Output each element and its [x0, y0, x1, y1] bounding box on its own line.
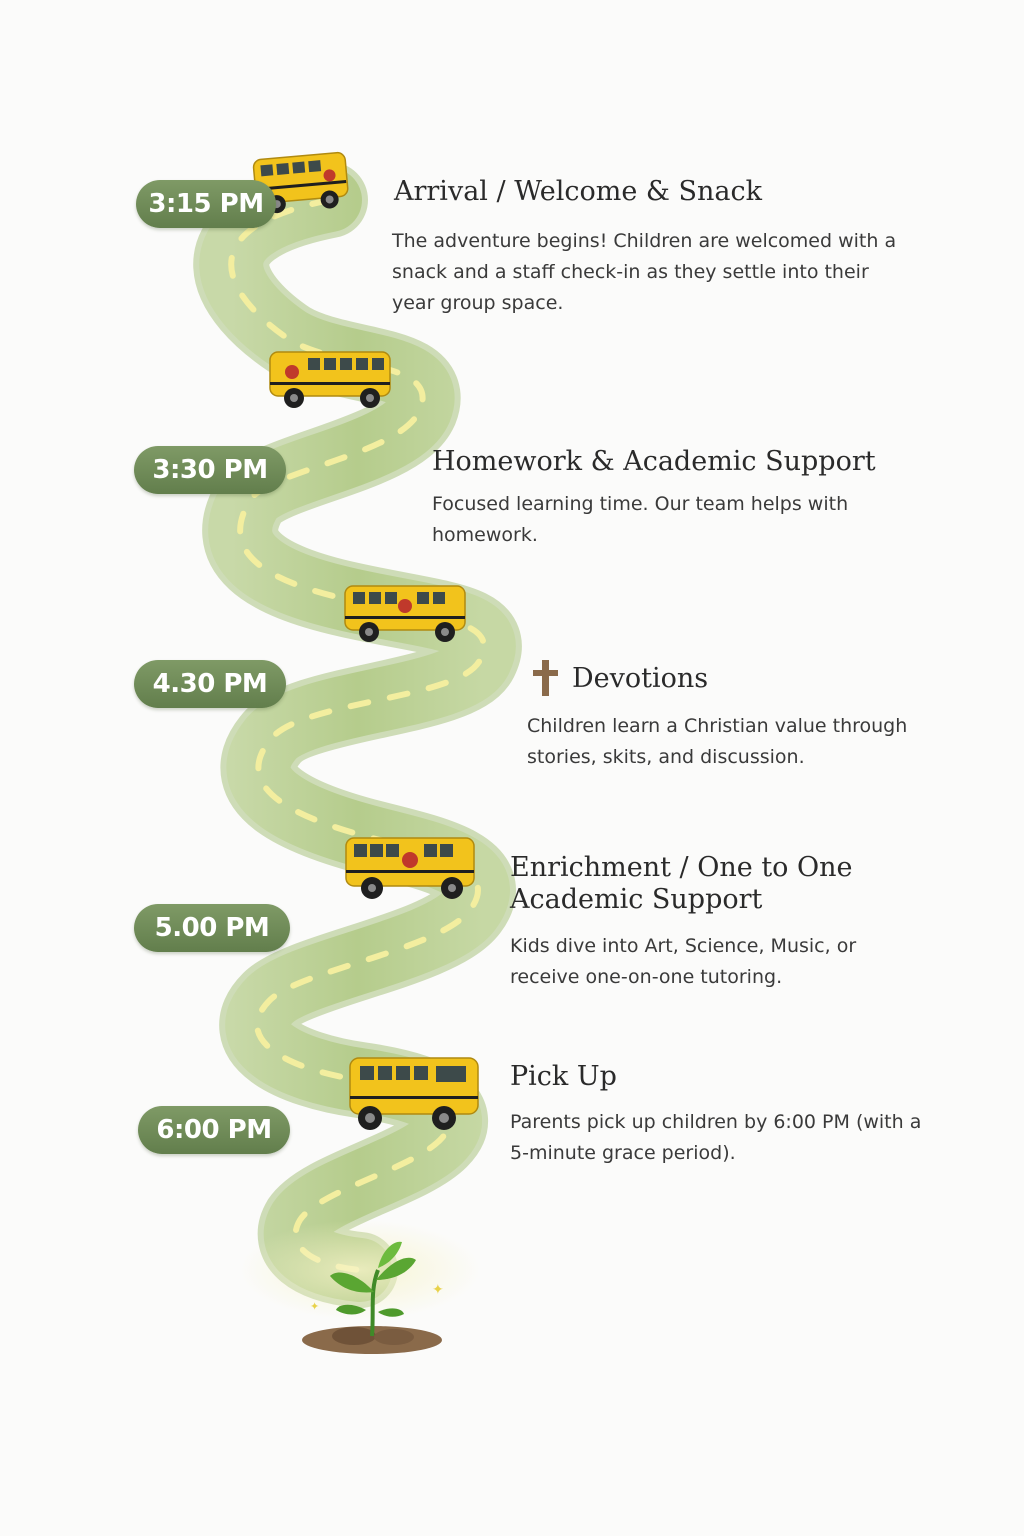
- time-pill-3: 4.30 PM: [134, 660, 286, 708]
- time-pill-2: 3:30 PM: [134, 446, 286, 494]
- svg-text:✦: ✦: [310, 1300, 320, 1313]
- schedule-title-5: Pick Up: [510, 1061, 617, 1092]
- schedule-description-4: Kids dive into Art, Science, Music, or receive one-on-one tutoring.: [510, 935, 857, 988]
- road-end-glow: [240, 1220, 480, 1320]
- cross-icon: [530, 658, 560, 698]
- svg-text:✦: ✦: [432, 1282, 444, 1298]
- schedule-title-3: Devotions: [572, 663, 709, 694]
- school-bus-icon: [270, 352, 390, 408]
- schedule-description-2: Focused learning time. Our team helps with homework.: [432, 493, 849, 546]
- schedule-description-3: Children learn a Christian value through stories, skits, and discussion.: [527, 715, 908, 768]
- schedule-title-2: Homework & Academic Support: [432, 446, 876, 477]
- time-pill-4: 5.00 PM: [134, 904, 290, 952]
- schedule-title-1: Arrival / Welcome & Snack: [394, 176, 762, 207]
- schedule-description-5: Parents pick up children by 6:00 PM (with a 5-minute grace period).: [510, 1111, 922, 1164]
- schedule-description-1: The adventure begins! Children are welcomed with a snack and a staff check-in as they settle into their year group space.: [392, 230, 897, 314]
- school-bus-icon: [346, 838, 474, 899]
- time-pill-5: 6:00 PM: [138, 1106, 290, 1154]
- schedule-title-4: Enrichment / One to One Academic Support: [510, 852, 853, 915]
- time-pill-1: 3:15 PM: [136, 180, 276, 228]
